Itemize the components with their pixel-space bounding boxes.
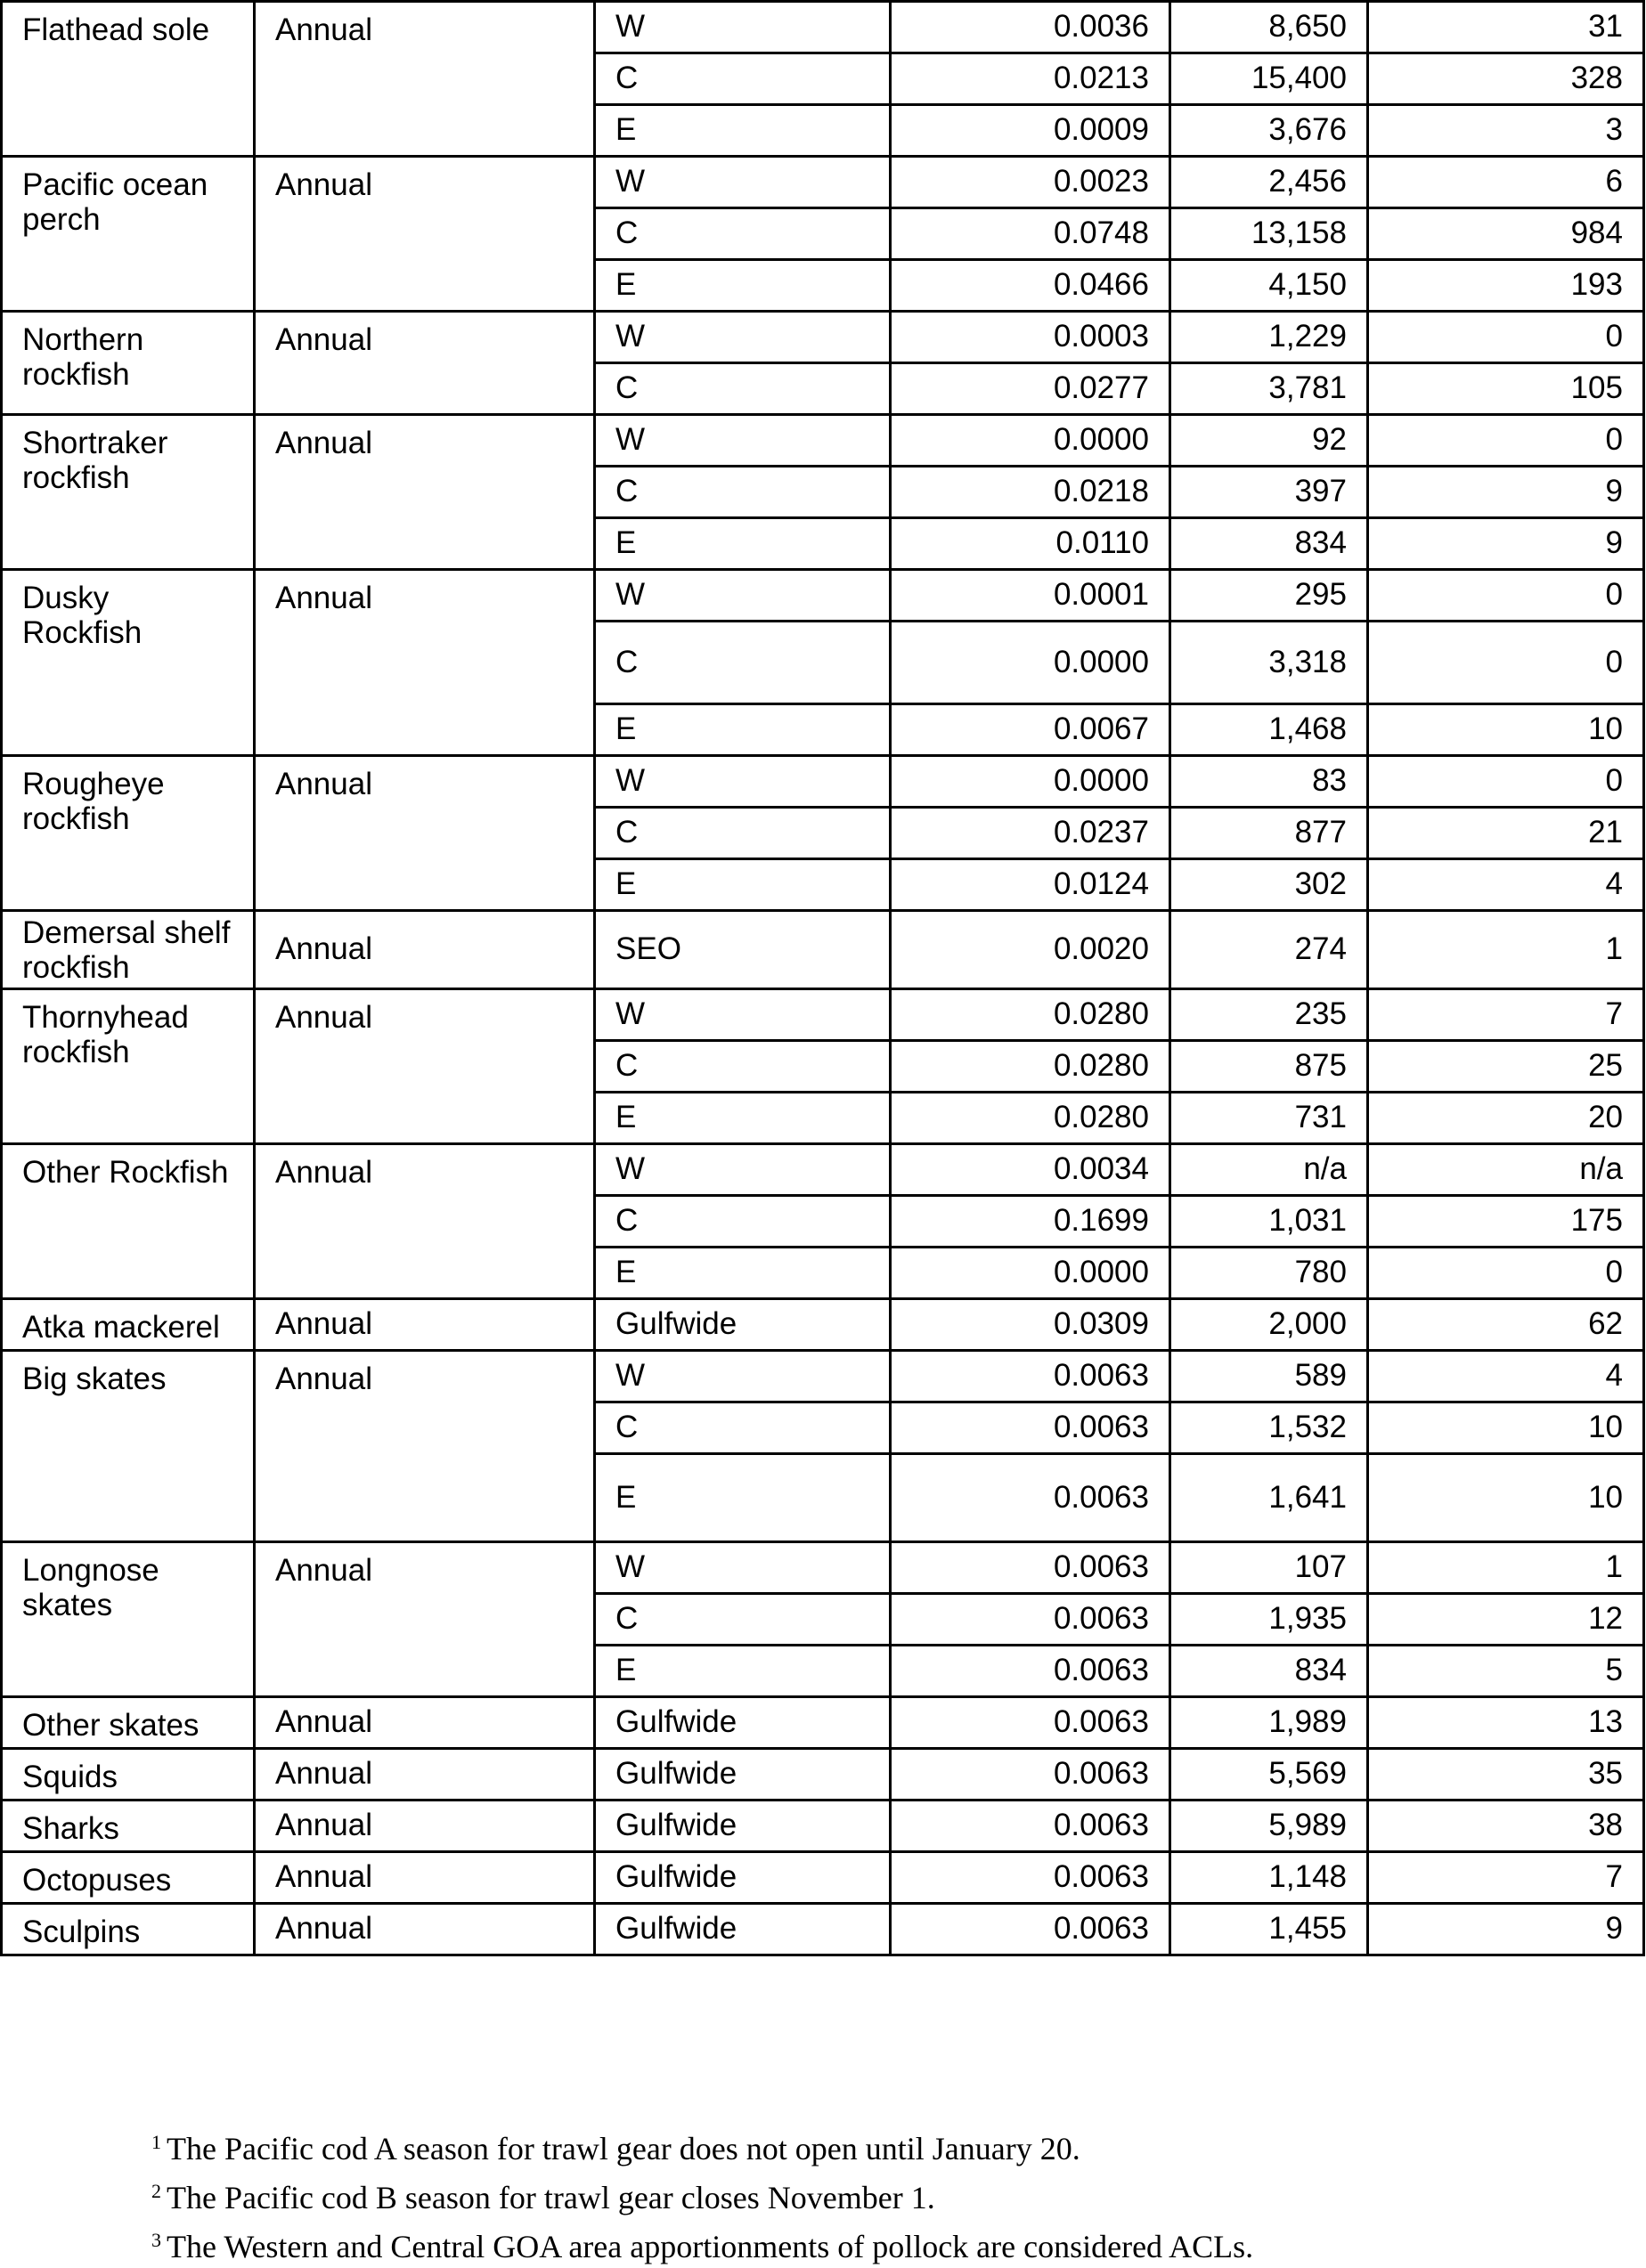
catch-cell: 1 xyxy=(1368,911,1644,989)
rate-cell: 0.0063 xyxy=(891,1697,1170,1749)
amount-cell: 3,318 xyxy=(1170,622,1368,704)
footnote-text: The Pacific cod B season for trawl gear closes November 1. xyxy=(167,2180,935,2215)
catch-cell: 5 xyxy=(1368,1646,1644,1697)
amount-cell: 780 xyxy=(1170,1248,1368,1299)
table-row xyxy=(2,911,1644,989)
rate-cell: 0.0036 xyxy=(891,2,1170,53)
species-cell: Pacific ocean perch xyxy=(2,157,255,312)
species-cell: Dusky Rockfish xyxy=(2,570,255,756)
table-row xyxy=(2,756,1644,808)
catch-cell: 193 xyxy=(1368,260,1644,312)
area-cell: W xyxy=(595,157,891,208)
amount-cell: 13,158 xyxy=(1170,208,1368,260)
table-row xyxy=(2,1351,1644,1402)
species-cell: Thornyhead rockfish xyxy=(2,989,255,1144)
rate-cell: 0.0023 xyxy=(891,157,1170,208)
catch-cell: 0 xyxy=(1368,312,1644,363)
rate-cell: 0.0237 xyxy=(891,808,1170,859)
amount-cell: 1,989 xyxy=(1170,1697,1368,1749)
season-cell: Annual xyxy=(255,1852,595,1904)
amount-cell: 1,532 xyxy=(1170,1402,1368,1454)
season-cell: Annual xyxy=(255,1801,595,1852)
season-cell: Annual xyxy=(255,1749,595,1801)
area-cell: SEO xyxy=(595,911,891,989)
amount-cell: 1,455 xyxy=(1170,1904,1368,1955)
amount-cell: 834 xyxy=(1170,518,1368,570)
species-cell: Other skates xyxy=(2,1697,255,1749)
amount-cell: 1,031 xyxy=(1170,1196,1368,1248)
footnote-mark: 2 xyxy=(151,2180,161,2202)
amount-cell: 2,456 xyxy=(1170,157,1368,208)
table-row xyxy=(2,1852,1644,1904)
table-body xyxy=(2,2,1644,1955)
amount-cell: 15,400 xyxy=(1170,53,1368,105)
area-cell: E xyxy=(595,518,891,570)
catch-cell: 13 xyxy=(1368,1697,1644,1749)
area-cell: W xyxy=(595,415,891,467)
catch-cell: 31 xyxy=(1368,2,1644,53)
table-row xyxy=(2,1904,1644,1955)
amount-cell: 3,676 xyxy=(1170,105,1368,157)
species-cell: Sharks xyxy=(2,1801,255,1852)
species-cell: Octopuses xyxy=(2,1852,255,1904)
rate-cell: 0.0748 xyxy=(891,208,1170,260)
rate-cell: 0.0000 xyxy=(891,622,1170,704)
amount-cell: 1,468 xyxy=(1170,704,1368,756)
area-cell: C xyxy=(595,53,891,105)
area-cell: W xyxy=(595,1144,891,1196)
rate-cell: 0.0218 xyxy=(891,467,1170,518)
species-cell: Demersal shelf rockfish xyxy=(2,911,255,989)
table-row xyxy=(2,570,1644,622)
season-cell: Annual xyxy=(255,1904,595,1955)
catch-cell: 12 xyxy=(1368,1594,1644,1646)
rate-cell: 0.0213 xyxy=(891,53,1170,105)
amount-cell: 834 xyxy=(1170,1646,1368,1697)
catch-cell: 984 xyxy=(1368,208,1644,260)
area-cell: W xyxy=(595,989,891,1041)
amount-cell: 877 xyxy=(1170,808,1368,859)
catch-cell: 175 xyxy=(1368,1196,1644,1248)
season-cell: Annual xyxy=(255,312,595,415)
table-row xyxy=(2,415,1644,467)
area-cell: W xyxy=(595,2,891,53)
species-cell: Sculpins xyxy=(2,1904,255,1955)
season-cell: Annual xyxy=(255,756,595,911)
area-cell: E xyxy=(595,704,891,756)
season-cell: Annual xyxy=(255,157,595,312)
catch-cell: n/a xyxy=(1368,1144,1644,1196)
species-cell: Squids xyxy=(2,1749,255,1801)
rate-cell: 0.0001 xyxy=(891,570,1170,622)
species-cell: Shortraker rockfish xyxy=(2,415,255,570)
rate-cell: 0.1699 xyxy=(891,1196,1170,1248)
area-cell: E xyxy=(595,1093,891,1144)
season-cell: Annual xyxy=(255,1144,595,1299)
catch-cell: 38 xyxy=(1368,1801,1644,1852)
amount-cell: 1,229 xyxy=(1170,312,1368,363)
amount-cell: 8,650 xyxy=(1170,2,1368,53)
catch-cell: 9 xyxy=(1368,467,1644,518)
area-cell: E xyxy=(595,1248,891,1299)
amount-cell: 875 xyxy=(1170,1041,1368,1093)
catch-cell: 0 xyxy=(1368,570,1644,622)
area-cell: Gulfwide xyxy=(595,1852,891,1904)
rate-cell: 0.0277 xyxy=(891,363,1170,415)
rate-cell: 0.0309 xyxy=(891,1299,1170,1351)
catch-cell: 0 xyxy=(1368,415,1644,467)
area-cell: C xyxy=(595,1402,891,1454)
amount-cell: 5,569 xyxy=(1170,1749,1368,1801)
catch-cell: 10 xyxy=(1368,704,1644,756)
footnote xyxy=(151,2170,1253,2219)
area-cell: Gulfwide xyxy=(595,1904,891,1955)
amount-cell: 4,150 xyxy=(1170,260,1368,312)
rate-cell: 0.0000 xyxy=(891,415,1170,467)
species-cell: Northern rockfish xyxy=(2,312,255,415)
season-cell: Annual xyxy=(255,989,595,1144)
footnote-text: The Pacific cod A season for trawl gear does not open until January 20. xyxy=(167,2131,1080,2166)
area-cell: Gulfwide xyxy=(595,1697,891,1749)
season-cell: Annual xyxy=(255,1697,595,1749)
amount-cell: 2,000 xyxy=(1170,1299,1368,1351)
rate-cell: 0.0110 xyxy=(891,518,1170,570)
catch-cell: 9 xyxy=(1368,1904,1644,1955)
rate-cell: 0.0067 xyxy=(891,704,1170,756)
rate-cell: 0.0063 xyxy=(891,1801,1170,1852)
table-row xyxy=(2,1697,1644,1749)
table-row xyxy=(2,1749,1644,1801)
amount-cell: 235 xyxy=(1170,989,1368,1041)
rate-cell: 0.0063 xyxy=(891,1646,1170,1697)
area-cell: Gulfwide xyxy=(595,1749,891,1801)
area-cell: W xyxy=(595,1542,891,1594)
table-row xyxy=(2,1299,1644,1351)
catch-cell: 35 xyxy=(1368,1749,1644,1801)
footnote-mark: 3 xyxy=(151,2229,161,2251)
rate-cell: 0.0063 xyxy=(891,1402,1170,1454)
amount-cell: 1,148 xyxy=(1170,1852,1368,1904)
footnote-mark: 1 xyxy=(151,2131,161,2153)
catch-cell: 10 xyxy=(1368,1454,1644,1542)
season-cell: Annual xyxy=(255,1299,595,1351)
area-cell: C xyxy=(595,808,891,859)
area-cell: W xyxy=(595,312,891,363)
footnote xyxy=(151,2219,1253,2268)
rate-cell: 0.0280 xyxy=(891,1093,1170,1144)
area-cell: C xyxy=(595,1594,891,1646)
rate-cell: 0.0003 xyxy=(891,312,1170,363)
area-cell: E xyxy=(595,105,891,157)
rate-cell: 0.0280 xyxy=(891,989,1170,1041)
catch-cell: 3 xyxy=(1368,105,1644,157)
area-cell: W xyxy=(595,1351,891,1402)
table-row xyxy=(2,312,1644,363)
catch-cell: 6 xyxy=(1368,157,1644,208)
catch-cell: 0 xyxy=(1368,1248,1644,1299)
footnotes xyxy=(151,2121,1253,2268)
footnote xyxy=(151,2121,1253,2170)
season-cell: Annual xyxy=(255,570,595,756)
catch-cell: 21 xyxy=(1368,808,1644,859)
amount-cell: 731 xyxy=(1170,1093,1368,1144)
area-cell: Gulfwide xyxy=(595,1299,891,1351)
area-cell: Gulfwide xyxy=(595,1801,891,1852)
amount-cell: 3,781 xyxy=(1170,363,1368,415)
area-cell: E xyxy=(595,1454,891,1542)
area-cell: E xyxy=(595,859,891,911)
catch-cell: 105 xyxy=(1368,363,1644,415)
amount-cell: 92 xyxy=(1170,415,1368,467)
amount-cell: 589 xyxy=(1170,1351,1368,1402)
area-cell: W xyxy=(595,756,891,808)
area-cell: C xyxy=(595,467,891,518)
catch-cell: 7 xyxy=(1368,989,1644,1041)
species-cell: Big skates xyxy=(2,1351,255,1542)
season-cell: Annual xyxy=(255,1542,595,1697)
area-cell: E xyxy=(595,260,891,312)
rate-cell: 0.0009 xyxy=(891,105,1170,157)
catch-cell: 62 xyxy=(1368,1299,1644,1351)
amount-cell: 302 xyxy=(1170,859,1368,911)
catch-cell: 0 xyxy=(1368,622,1644,704)
rate-cell: 0.0034 xyxy=(891,1144,1170,1196)
species-cell: Longnose skates xyxy=(2,1542,255,1697)
table-row xyxy=(2,1801,1644,1852)
catch-cell: 4 xyxy=(1368,1351,1644,1402)
catch-cell: 20 xyxy=(1368,1093,1644,1144)
catch-cell: 328 xyxy=(1368,53,1644,105)
amount-cell: n/a xyxy=(1170,1144,1368,1196)
rate-cell: 0.0280 xyxy=(891,1041,1170,1093)
season-cell: Annual xyxy=(255,415,595,570)
species-cell: Flathead sole xyxy=(2,2,255,157)
catch-cell: 0 xyxy=(1368,756,1644,808)
rate-cell: 0.0063 xyxy=(891,1904,1170,1955)
amount-cell: 295 xyxy=(1170,570,1368,622)
table-row xyxy=(2,989,1644,1041)
species-cell: Atka mackerel xyxy=(2,1299,255,1351)
rate-cell: 0.0063 xyxy=(891,1594,1170,1646)
catch-cell: 10 xyxy=(1368,1402,1644,1454)
catch-cell: 4 xyxy=(1368,859,1644,911)
species-cell: Rougheye rockfish xyxy=(2,756,255,911)
table-row xyxy=(2,2,1644,53)
area-cell: C xyxy=(595,1041,891,1093)
rate-cell: 0.0063 xyxy=(891,1542,1170,1594)
amount-cell: 397 xyxy=(1170,467,1368,518)
species-cell: Other Rockfish xyxy=(2,1144,255,1299)
amount-cell: 1,641 xyxy=(1170,1454,1368,1542)
rate-cell: 0.0000 xyxy=(891,1248,1170,1299)
rate-cell: 0.0063 xyxy=(891,1749,1170,1801)
table-row xyxy=(2,157,1644,208)
amount-cell: 107 xyxy=(1170,1542,1368,1594)
area-cell: C xyxy=(595,363,891,415)
catch-cell: 7 xyxy=(1368,1852,1644,1904)
amount-cell: 5,989 xyxy=(1170,1801,1368,1852)
rate-cell: 0.0063 xyxy=(891,1852,1170,1904)
area-cell: C xyxy=(595,622,891,704)
season-cell: Annual xyxy=(255,2,595,157)
footnote-text: The Western and Central GOA area apportionments of pollock are considered ACLs. xyxy=(167,2229,1254,2264)
table-row xyxy=(2,1144,1644,1196)
rate-cell: 0.0020 xyxy=(891,911,1170,989)
rate-cell: 0.0063 xyxy=(891,1351,1170,1402)
rate-cell: 0.0063 xyxy=(891,1454,1170,1542)
area-cell: E xyxy=(595,1646,891,1697)
rate-cell: 0.0000 xyxy=(891,756,1170,808)
amount-cell: 274 xyxy=(1170,911,1368,989)
rate-cell: 0.0124 xyxy=(891,859,1170,911)
season-cell: Annual xyxy=(255,1351,595,1542)
area-cell: W xyxy=(595,570,891,622)
area-cell: C xyxy=(595,208,891,260)
area-cell: C xyxy=(595,1196,891,1248)
season-cell: Annual xyxy=(255,911,595,989)
catch-cell: 1 xyxy=(1368,1542,1644,1594)
rate-cell: 0.0466 xyxy=(891,260,1170,312)
catch-cell: 25 xyxy=(1368,1041,1644,1093)
catch-cell: 9 xyxy=(1368,518,1644,570)
amount-cell: 1,935 xyxy=(1170,1594,1368,1646)
table-row xyxy=(2,1542,1644,1594)
amount-cell: 83 xyxy=(1170,756,1368,808)
